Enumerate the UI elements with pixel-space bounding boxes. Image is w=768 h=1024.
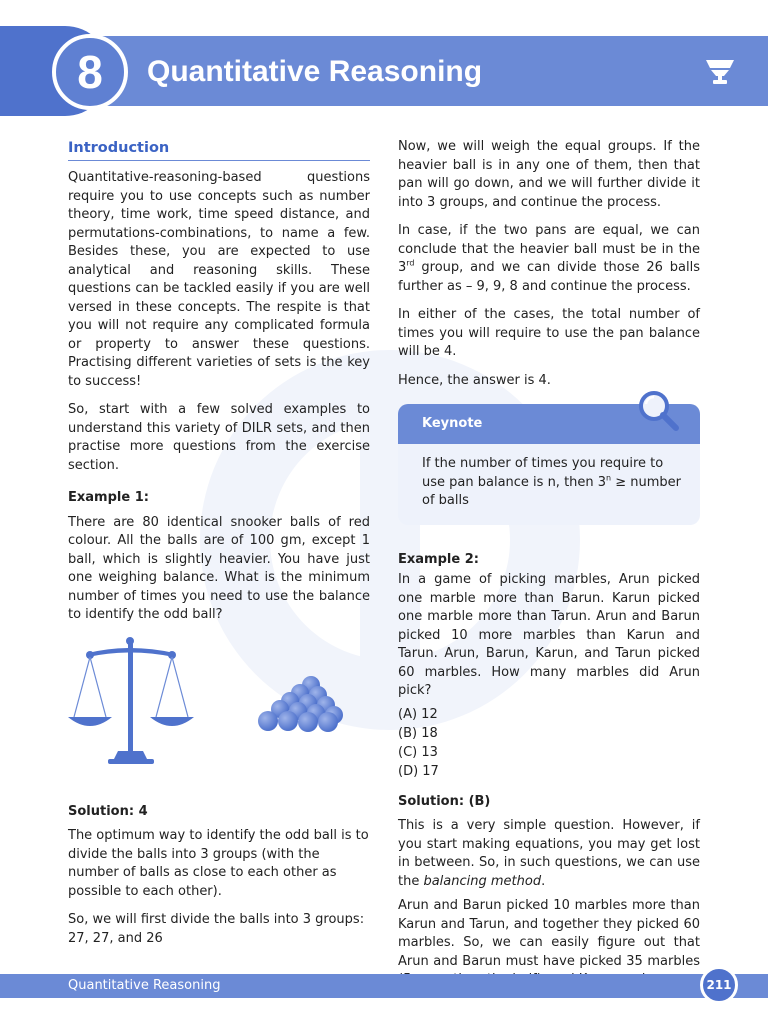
weighing-scale-icon [68,635,194,765]
right-column [398,138,700,1000]
solution-2-paragraph-2: Arun and Barun picked 10 marbles more than Karun and Tarun, and together they picked 60 marbles. So, we can easily figure out that Arun and Barun must have picked 35 marbles [398,898,700,969]
option-c: (C) 13 [398,744,438,760]
solution-1-heading: Solution: 4 [68,803,148,819]
page-number-badge [700,966,738,1004]
snooker-balls-icon [256,675,346,733]
solution-2-heading: Solution: (B) [398,793,491,809]
intro-paragraph-2: So, start with a few solved examples to understand this variety of DILR sets, and then practise more questions from the exercise section. [68,402,370,473]
balance-illustration [68,635,370,785]
right-paragraph-2: In case, if the two pans are equal, we can conclude that the heavier ball must be in the 3rd group, and we can divide those 26 balls further as – 9, 9, 8 and continue the process. [398,223,700,294]
solution-2-paragraph-1: This is a very simple question. However, if you start making equations, you may get lost in between. So, in such questions, we can use the balancing method. [398,818,700,889]
answer-options [398,705,700,781]
right-paragraph-3: In either of the cases, the total number of times you will require to use the pan balance will be 4. [398,307,700,359]
example-1-heading: Example 1: [68,490,149,505]
introduction-heading: Introduction [68,138,370,161]
solution-1-paragraph-1: The optimum way to identify the odd ball is to divide the balls into 3 groups (with the number of balls as close to each other as possible to each other). [68,828,369,899]
intro-paragraph-1: Quantitative-reasoning-based questions require you to use concepts such as number theory, time work, time speed distance, and permutations-combinations, to name a few. Besides these, you are expected to use analytical and reasoning skills. These questions can be tackled easily if you are well versed in these concepts. The respite is that you will not require any complicated formula or property to answer these questions. Practising different varieties of sets is the key to success! [68,170,370,389]
chapter-number: 8 [77,46,103,98]
example-1-text: There are 80 identical snooker balls of red colour. All the balls are of 100 gm, except 1 ball, which is slightly heavier. You have just one weighing balance. What is the minimum number of times you need to use the balance to identify the odd ball? [68,514,370,622]
chapter-badge [52,34,128,110]
option-a: (A) 12 [398,706,438,722]
trophy-icon [704,58,736,86]
solution-1-paragraph-2: So, we will first divide the balls into 3 groups: 27, 27, and 26 [68,912,365,946]
example-2-text: In a game of picking marbles, Arun picked one marble more than Barun. Karun picked one marble more than Tarun. Arun and Barun picked 10 more marbles than Karun and Tarun. Arun, Barun, Karun, and Tarun picked 60 marbles. How many marbles did Arun pick? [398,572,700,698]
page-number: 211 [706,978,732,992]
right-paragraph-4: Hence, the answer is 4. [398,372,551,388]
page-title: Quantitative Reasoning [147,55,483,88]
keynote-box [398,404,700,525]
magnifier-icon [636,388,680,432]
option-d: (D) 17 [398,763,439,779]
option-b: (B) 18 [398,725,438,741]
keynote-heading: Keynote [398,404,700,444]
left-column [68,138,370,958]
right-paragraph-1: Now, we will weigh the equal groups. If the heavier ball is in any one of them, then that pan will go down, and we will further divide it into 3 groups, and continue the process. [398,139,700,210]
footer-title: Quantitative Reasoning [68,978,221,993]
example-2-heading: Example 2: [398,551,479,567]
keynote-text: If the number of times you require to use pan balance is n, then $3^n$ ≥ number of balls [398,444,700,525]
